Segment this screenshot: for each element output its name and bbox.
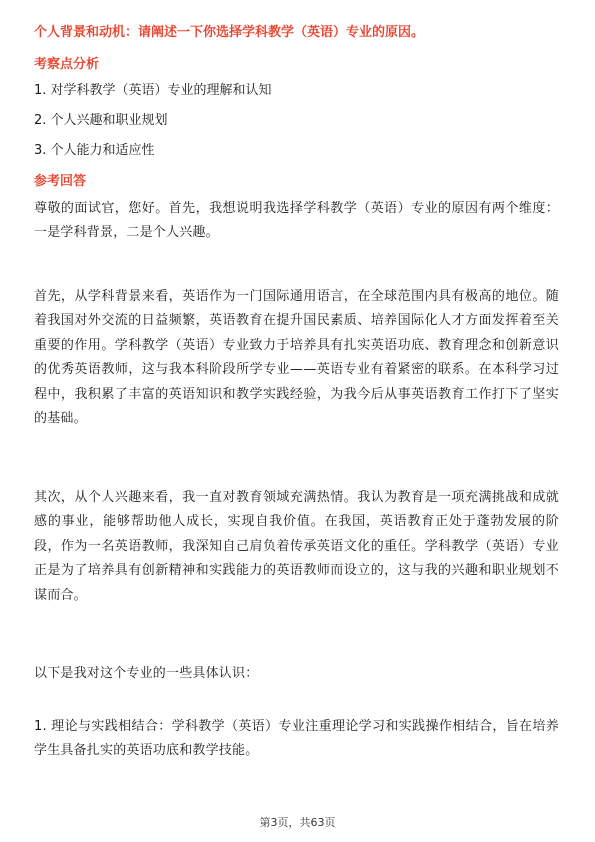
analysis-point-1: 1. 对学科教学（英语）专业的理解和认知 — [34, 83, 272, 98]
answer-heading: 参考回答 — [34, 174, 87, 189]
answer-paragraph-1: 尊敬的面试官，您好。首先，我想说明我选择学科教学（英语）专业的原因有两个维度：一是学科背景，二是个人兴趣。 — [34, 201, 559, 241]
analysis-point-3: 3. 个人能力和适应性 — [34, 143, 155, 158]
answer-paragraph-4: 以下是我对这个专业的一些具体认识： — [34, 666, 259, 681]
answer-paragraph-2: 首先，从学科背景来看，英语作为一门国际通用语言，在全球范围内具有极高的地位。随着我国对外交流的日益频繁，英语教育在提升国民素质、培养国际化人才方面发挥着至关重要的作用。学科教学（英语）专业致力于培养具有扎实英语功底、教育理念和创新意识的优秀英语教师，这与我本科阶段所学专业——英语专业有着紧密的联系。在本科学习过程中，我积累了丰富的英语知识和教学实践经验，为我今后从事英语教育工作打下了坚实的基础。 — [34, 289, 559, 427]
page-number-footer: 第3页，共63页 — [259, 816, 336, 829]
answer-paragraph-3: 其次，从个人兴趣来看，我一直对教育领域充满热情。我认为教育是一项充满挑战和成就感的事业，能够帮助他人成长，实现自我价值。在我国，英语教育正处于蓬勃发展的阶段，作为一名英语教师，我深知自己肩负着传承英语文化的重任。学科教学（英语）专业正是为了培养具有创新精神和实践能力的英语教师而设立的，这与我的兴趣和职业规划不谋而合。 — [34, 490, 559, 603]
analysis-heading: 考察点分析 — [34, 57, 100, 72]
answer-paragraph-5: 1. 理论与实践相结合：学科教学（英语）专业注重理论学习和实践操作相结合，旨在培养学生具备扎实的英语功底和教学技能。 — [34, 719, 559, 759]
question-title: 个人背景和动机：请阐述一下你选择学科教学（英语）专业的原因。 — [34, 25, 425, 40]
analysis-point-2: 2. 个人兴趣和职业规划 — [34, 113, 168, 128]
